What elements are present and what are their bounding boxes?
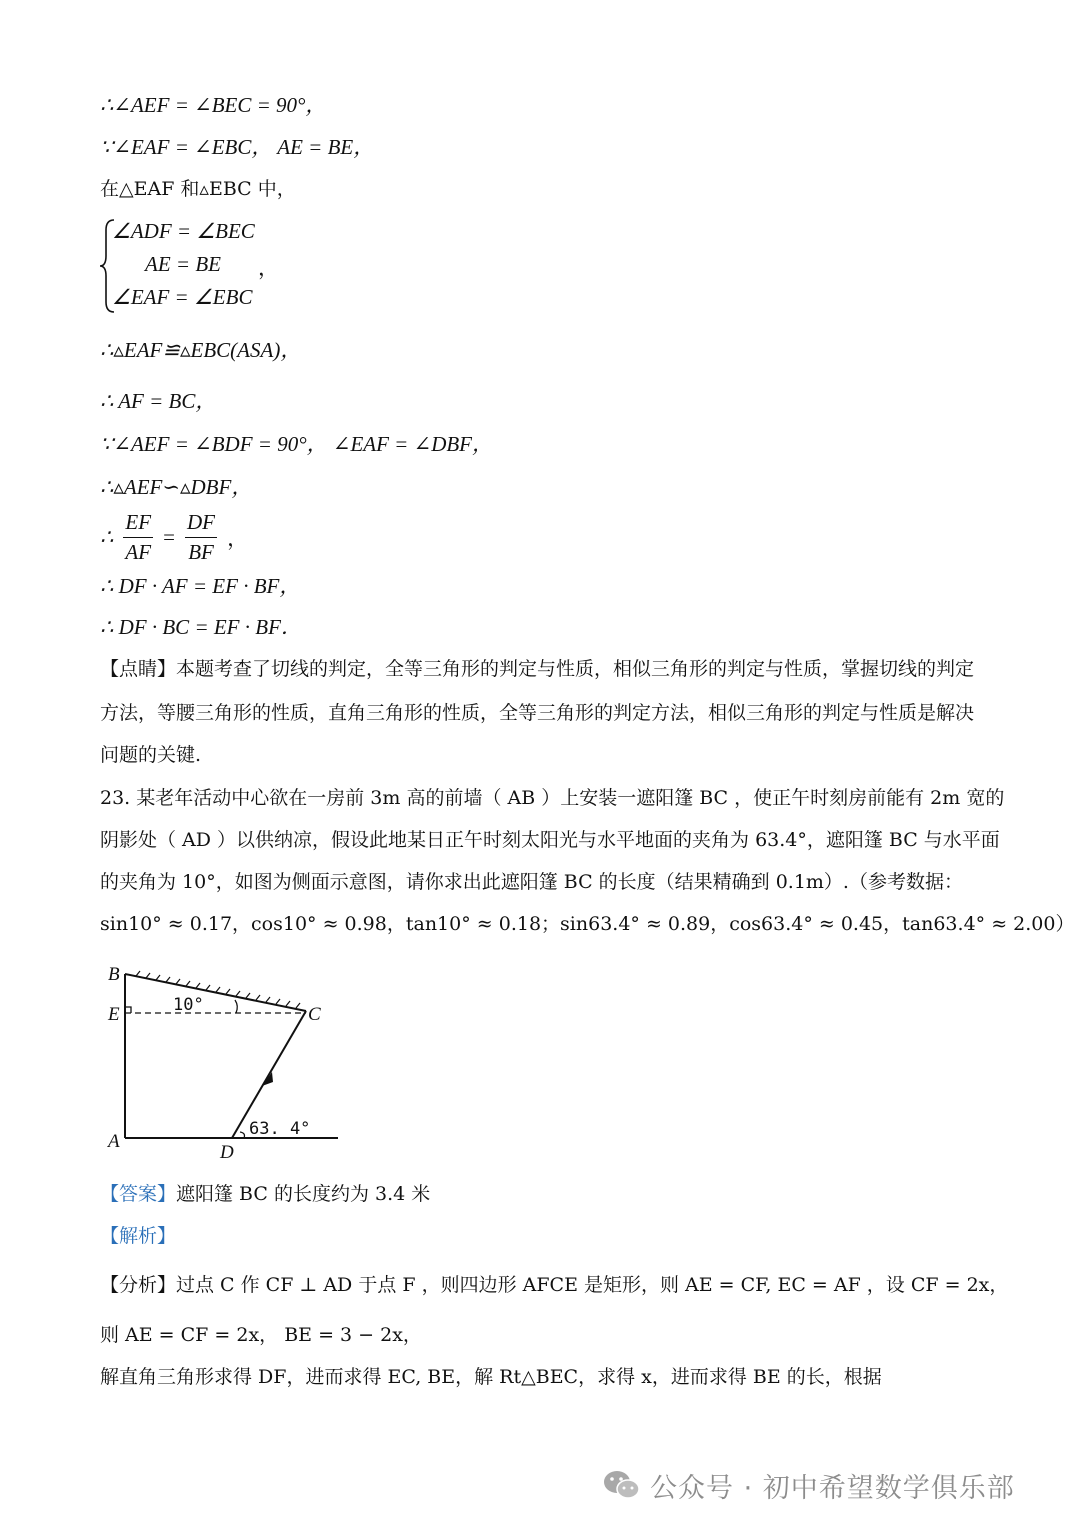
fraction-1-denominator: AF <box>125 540 152 564</box>
proof-line-9: ∴ DF · BC = EF · BF． <box>100 615 302 639</box>
answer-line <box>100 1181 430 1207</box>
fraction-2-numerator: DF <box>185 510 217 538</box>
system-row-2: AE = BE <box>145 252 221 276</box>
dianjing-line-1 <box>100 656 974 682</box>
proof-line-8: ∴ DF · AF = EF · BF， <box>100 574 301 598</box>
problem-line-1: 23. 某老年活动中心欲在一房前 3m 高的前墙（ AB ）上安装一遮阳篷 BC ，使正午时刻房前能有 2m 宽的 <box>100 787 1005 809</box>
proof-line-1: ∴∠AEF = ∠BEC = 90°， <box>100 93 327 117</box>
proof-line-3: 在△EAF 和▵EBC 中， <box>100 178 296 200</box>
sunray-arrow-icon <box>262 1072 273 1086</box>
angle-label-top: 10° <box>173 995 204 1015</box>
analysis-text-1: 过点 C 作 CF ⊥ AD 于点 F ，则四边形 AFCE 是矩形，则 AE = CF, EC = AF ，设 CF = 2x， <box>176 1274 1009 1296</box>
angle-label-bottom: 63. 4° <box>249 1119 311 1139</box>
watermark-text: 公众号 · 初中希望数学俱乐部 <box>650 1472 1015 1504</box>
answer-tag: 【答案】 <box>100 1183 177 1205</box>
watermark <box>602 1463 1052 1507</box>
geometry-figure <box>96 958 356 1164</box>
problem-line-2: 阴影处（ AD ）以供纳凉，假设此地某日正午时刻太阳光与水平地面的夹角为 63.4°，遮阳篷 BC 与水平面 <box>100 829 1000 851</box>
label-b: B <box>108 964 120 985</box>
fraction-1-numerator: EF <box>123 510 153 538</box>
jiexi-tag: 【解析】 <box>100 1225 177 1247</box>
fraction-equals: = <box>163 525 175 549</box>
analysis-line-1 <box>100 1272 1008 1298</box>
label-c: C <box>308 1004 321 1025</box>
label-e: E <box>108 1004 120 1025</box>
dianjing-text-1: 本题考查了切线的判定，全等三角形的判定与性质，相似三角形的判定与性质，掌握切线的判定 <box>176 658 975 680</box>
system-comma: ， <box>258 256 279 280</box>
problem-line-4: sin10° ≈ 0.17，cos10° ≈ 0.98，tan10° ≈ 0.18；sin63.4° ≈ 0.89，cos63.4° ≈ 0.45，tan63.4° ≈ 2.00） <box>100 913 1075 935</box>
analysis-tag: 【分析】 <box>100 1274 177 1296</box>
label-a: A <box>108 1131 120 1152</box>
answer-text: 遮阳篷 BC 的长度约为 3.4 米 <box>176 1183 431 1205</box>
fraction-1 <box>123 510 153 565</box>
fraction-2 <box>185 510 217 565</box>
hatching <box>136 971 300 1008</box>
proof-line-2: ∵∠EAF = ∠EBC， AE = BE， <box>100 135 375 159</box>
problem-line-3: 的夹角为 10°，如图为侧面示意图，请你求出此遮阳篷 BC 的长度（结果精确到 0.1m）.（参考数据： <box>100 871 963 893</box>
dianjing-line-2: 方法，等腰三角形的性质，直角三角形的性质，全等三角形的判定方法，相似三角形的判定与性质是解决 <box>100 702 975 724</box>
analysis-line-2: 则 AE = CF = 2x， BE = 3 − 2x， <box>100 1324 422 1346</box>
awning-bc <box>125 974 306 1011</box>
proof-line-5: ∴ AF = BC， <box>100 389 217 413</box>
dianjing-tag: 【点睛】 <box>100 658 177 680</box>
system-row-3: ∠EAF = ∠EBC <box>112 285 253 309</box>
proof-line-6: ∵∠AEF = ∠BDF = 90°， ∠EAF = ∠DBF， <box>100 432 494 456</box>
fraction-prefix: ∴ <box>100 525 114 549</box>
analysis-line-3: 解直角三角形求得 DF，进而求得 EC, BE，解 Rt△BEC，求得 x，进而求得 BE 的长，根据 <box>100 1366 882 1388</box>
dianjing-line-3: 问题的关键. <box>100 744 202 766</box>
proof-line-4: ∴▵EAF≌▵EBC(ASA)， <box>100 338 302 362</box>
fraction-2-denominator: BF <box>188 540 214 564</box>
fraction-suffix: ， <box>227 526 249 551</box>
label-d: D <box>220 1142 234 1163</box>
fraction-line <box>100 510 248 565</box>
system-row-1: ∠ADF = ∠BEC <box>112 219 255 243</box>
angle-arc-top <box>235 1000 237 1013</box>
proof-line-7: ∴▵AEF∽▵DBF， <box>100 475 253 499</box>
wechat-icon <box>602 1468 642 1502</box>
